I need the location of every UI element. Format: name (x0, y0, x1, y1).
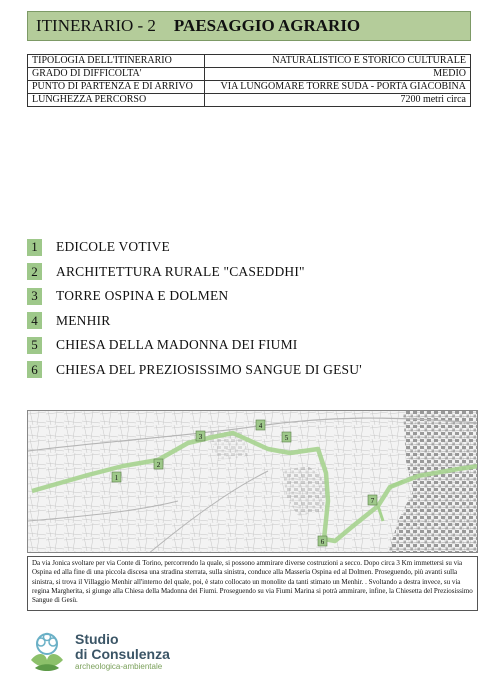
map-marker-label: 7 (370, 497, 375, 505)
stop-number-badge: 6 (27, 361, 42, 378)
stop-item (27, 262, 447, 282)
map-marker-label: 5 (284, 434, 289, 442)
itinerary-title-bar (27, 11, 471, 41)
stop-label: CHIESA DELLA MADONNA DEI FIUMI (56, 337, 298, 352)
map-marker (154, 459, 163, 469)
route-description: Da via Jonica svoltare per via Conte di Torino, percorrendo la quale, si possono ammirare diverse costruzioni a secco. Dopo circa 3 Km immettersi su via Ospina ed alla fine di una piccola discesa una stradina sterrata, sulla sinistra, conduce alla Masseria Ospina ed al Dolmen. Proseguendo, più avanti sulla sinistra, si trova il Villaggio Menhir all'interno del quale, poi, è stato collocato un monolite da tanti stimato un Menhir. . Svoltando a destra invece, su via regina Margherita, si giunge alla Chiesa della Madonna dei Fiumi. Proseguendo su via Fiumi Marina si potrà ammirare, infine, la Chiesetta del Preziosissimo Sangue di Gesù. (27, 556, 478, 611)
stop-label: EDICOLE VOTIVE (56, 239, 170, 254)
info-value: VIA LUNGOMARE TORRE SUDA - PORTA GIACOBINA (205, 81, 471, 94)
route-map-svg (28, 411, 478, 553)
stop-number-badge: 2 (27, 263, 42, 280)
logo-emblem-icon (27, 630, 67, 674)
logo-text (75, 632, 170, 672)
info-label: PUNTO DI PARTENZA E DI ARRIVO (28, 81, 205, 94)
logo-line-1: Studio (75, 631, 119, 647)
stop-item (27, 335, 447, 355)
map-marker-label: 3 (198, 433, 203, 441)
stop-number-badge: 5 (27, 337, 42, 354)
info-value: MEDIO (205, 68, 471, 81)
itinerary-name: PAESAGGIO AGRARIO (173, 16, 361, 35)
info-label: TIPOLOGIA DELL'ITINERARIO (28, 55, 205, 68)
info-row (28, 68, 471, 81)
info-label: LUNGHEZZA PERCORSO (28, 94, 205, 107)
map-marker (196, 431, 205, 441)
map-marker (112, 472, 121, 482)
stop-number-badge: 3 (27, 288, 42, 305)
itinerary-info-table (27, 54, 471, 107)
map-marker-label: 1 (114, 474, 119, 482)
stop-item (27, 360, 447, 380)
info-row (28, 94, 471, 107)
map-marker (318, 536, 327, 546)
stop-label: ARCHITETTURA RURALE "CASEDDHI" (56, 263, 305, 279)
logo-line-2: di Consulenza (75, 646, 170, 662)
stop-item (27, 237, 447, 257)
info-label: GRADO DI DIFFICOLTA' (28, 68, 205, 81)
info-row (28, 81, 471, 94)
studio-logo (27, 630, 170, 674)
itinerary-label: ITINERARIO - 2 (36, 16, 156, 35)
map-marker-label: 2 (156, 461, 161, 469)
stop-item (27, 286, 447, 306)
stop-label: MENHIR (56, 312, 111, 328)
map-marker (282, 432, 291, 442)
map-marker (256, 420, 265, 430)
map-marker-label: 4 (258, 422, 263, 430)
info-value: NATURALISTICO E STORICO CULTURALE (205, 55, 471, 68)
stop-label: TORRE OSPINA E DOLMEN (56, 288, 229, 303)
stop-number-badge: 4 (27, 312, 42, 329)
stop-label: CHIESA DEL PREZIOSISSIMO SANGUE DI GESU' (56, 361, 362, 377)
map-marker-label: 6 (320, 538, 325, 546)
info-row (28, 55, 471, 68)
info-value: 7200 metri circa (205, 94, 471, 107)
stop-item (27, 311, 447, 331)
logo-line-3: archeologica-ambientale (75, 662, 163, 671)
stop-number-badge: 1 (27, 239, 42, 256)
route-map (27, 410, 478, 553)
map-marker (368, 495, 377, 505)
stops-list (27, 237, 447, 384)
